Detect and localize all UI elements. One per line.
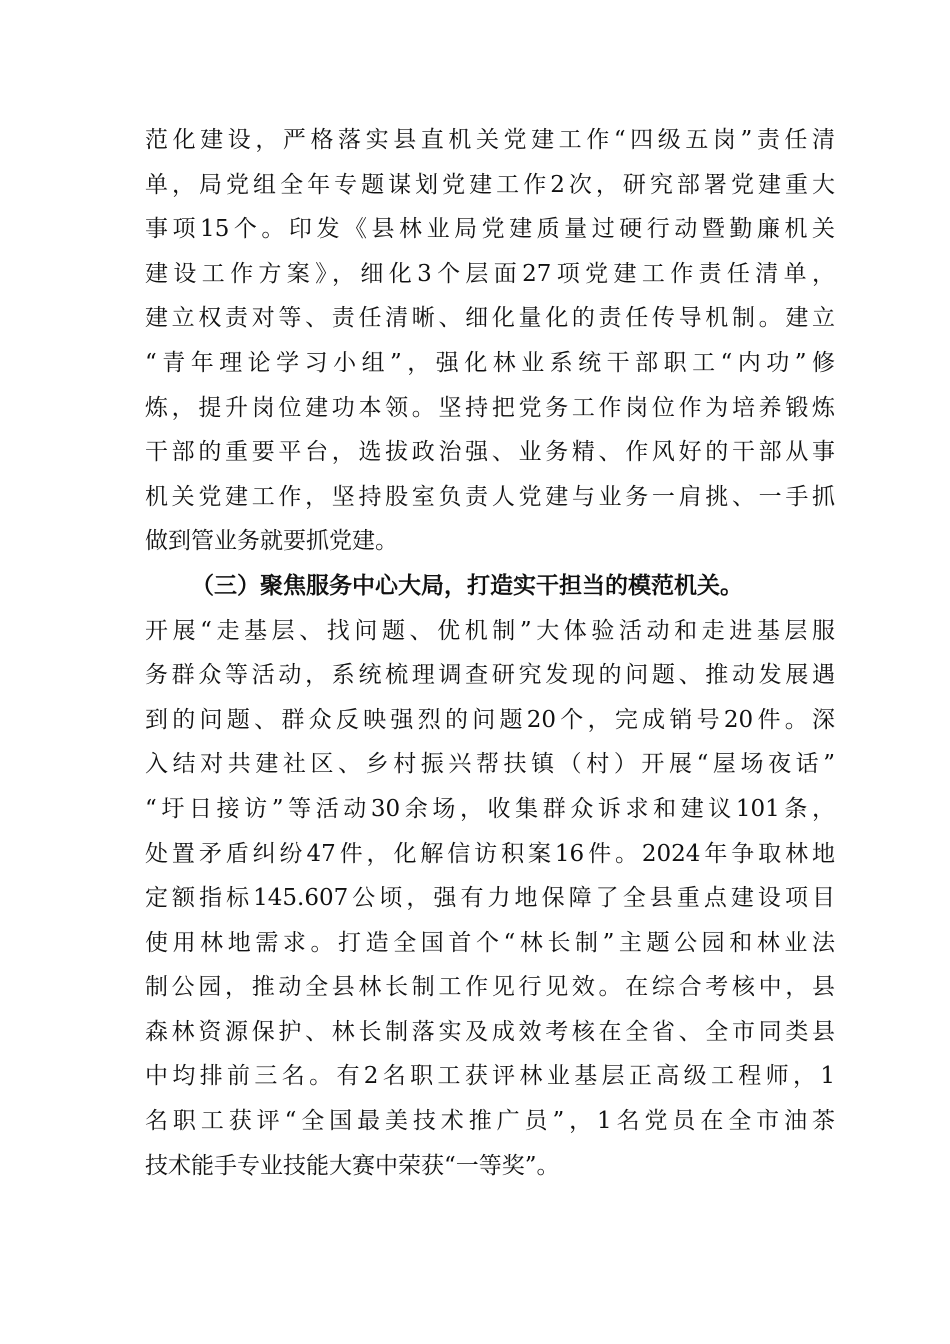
text-line: 范化建设，严格落实县直机关党建工作“四级五岗”责任清 xyxy=(145,127,835,153)
text-line: 务群众等活动，系统梳理调查研究发现的问题、推动发展遇 xyxy=(145,662,835,689)
text-line: 建设工作方案》，细化3个层面27项党建工作责任清单， xyxy=(145,260,835,287)
text-line: 制公园，推动全县林长制工作见行见效。在综合考核中，县 xyxy=(145,974,835,1001)
text-line: 使用林地需求。打造全国首个“林长制”主题公园和林业法 xyxy=(145,929,835,956)
text-line: 干部的重要平台，选拔政治强、业务精、作风好的干部从事 xyxy=(145,439,835,466)
text-line: 单，局党组全年专题谋划党建工作2次，研究部署党建重大 xyxy=(145,171,835,198)
text-line: 处置矛盾纠纷47件，化解信访积案16件。2024年争取林地 xyxy=(145,840,835,867)
text-line: 中均排前三名。有2名职工获评林业基层正高级工程师，1 xyxy=(145,1063,835,1090)
section-heading: （三）聚焦服务中心大局，打造实干担当的模范机关。 xyxy=(191,571,743,599)
text-line: 开展“走基层、找问题、优机制”大体验活动和走进基层服 xyxy=(145,617,835,644)
text-line: “圩日接访”等活动30余场，收集群众诉求和建议101条， xyxy=(145,795,835,822)
text-line: 建立权责对等、责任清晰、细化量化的责任传导机制。建立 xyxy=(145,305,835,332)
text-line: 技术能手专业技能大赛中荣获“一等奖”。 xyxy=(145,1152,560,1179)
text-line: 到的问题、群众反映强烈的问题20个，完成销号20件。深 xyxy=(145,706,835,733)
text-line: 入结对共建社区、乡村振兴帮扶镇（村）开展“屋场夜话” xyxy=(145,751,835,778)
text-line: 炼，提升岗位建功本领。坚持把党务工作岗位作为培养锻炼 xyxy=(145,394,835,421)
text-line: 名职工获评“全国最美技术推广员”，1名党员在全市油茶 xyxy=(145,1108,835,1135)
text-line: 森林资源保护、林长制落实及成效考核在全省、全市同类县 xyxy=(145,1018,835,1045)
text-line: 事项15个。印发《县林业局党建质量过硬行动暨勤廉机关 xyxy=(145,216,835,243)
text-line: 机关党建工作，坚持股室负责人党建与业务一肩挑、一手抓 xyxy=(145,483,835,510)
text-line: 做到管业务就要抓党建。 xyxy=(145,528,398,555)
text-line: 定额指标145.607公顷，强有力地保障了全县重点建设项目 xyxy=(145,885,835,912)
text-line: “青年理论学习小组”，强化林业系统干部职工“内功”修 xyxy=(145,349,835,376)
body-text xyxy=(145,118,835,1188)
